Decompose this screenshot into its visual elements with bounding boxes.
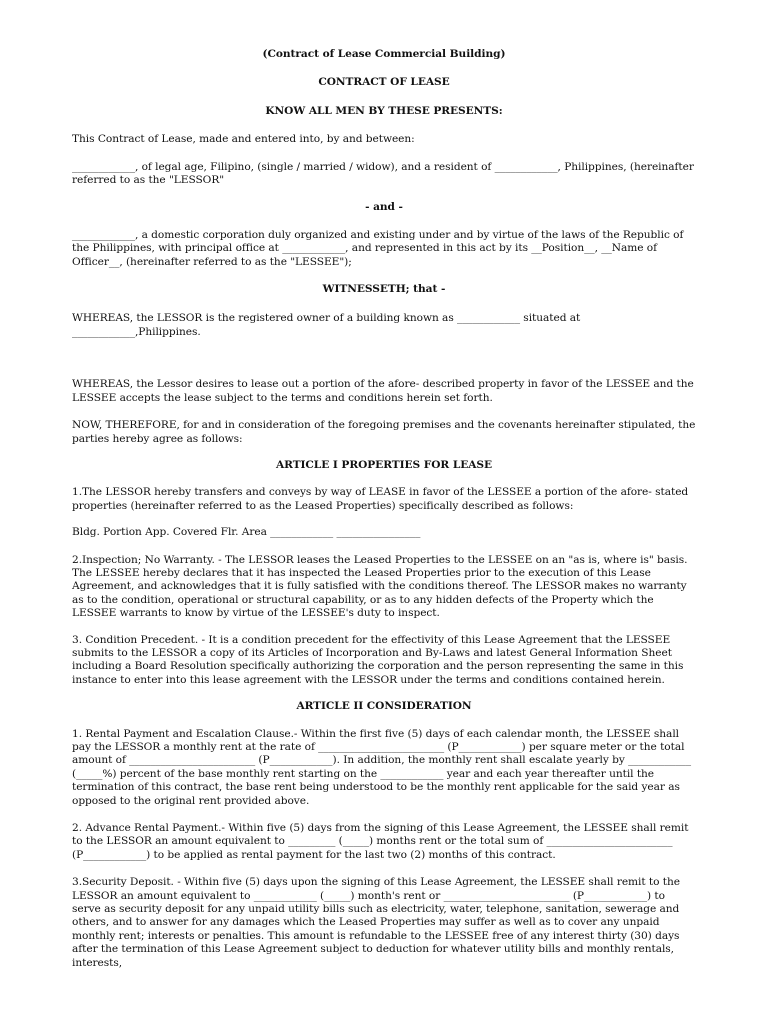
contract-title: CONTRACT OF LEASE <box>318 76 450 89</box>
and-separator: - and - <box>365 201 403 214</box>
lessee-paragraph: ____________, a domestic corporation duly organized and existing under and by virtue of the laws of the Republic of the Philippines, with principal office at ____________, and represented in this act by its __Position__, __Name of Officer__, (hereinafter referred to as the "LESSEE"); <box>72 228 684 268</box>
whereas-lease-paragraph: WHEREAS, the Lessor desires to lease out a portion of the afore- described property in favor of the LESSEE and the LESSEE accepts the lease subject to the terms and conditions herein set forth. <box>72 378 694 404</box>
article-2-heading: ARTICLE II CONSIDERATION <box>296 700 472 713</box>
intro-paragraph: This Contract of Lease, made and entered into, by and between: <box>72 133 415 146</box>
know-all-men-heading: KNOW ALL MEN BY THESE PRESENTS: <box>265 104 503 117</box>
now-therefore-paragraph: NOW, THEREFORE, for and in consideration of the foregoing premises and the covenants hereinafter stipulated, the parties hereby agree as follows: <box>72 419 696 445</box>
article-1-clause-1: 1.The LESSOR hereby transfers and conveys by way of LEASE in favor of the LESSEE a portion of the afore- stated properties (hereinafter referred to as the Leased Properties) specifically described as follows: <box>72 486 689 512</box>
contract-type-heading: (Contract of Lease Commercial Building) <box>262 48 506 60</box>
article-2-clause-1: 1. Rental Payment and Escalation Clause.- Within the first five (5) days of each calendar month, the LESSEE shall pay the LESSOR a monthly rent at the rate of ________________________ (P____________) per square meter or the total amount of ________________________ (P____________). In addition, the monthly rent shall escalate yearly by ____________ (_____%) percent of the base monthly rent starting on the ____________ year and each year thereafter until the termination of this contract, the base rent being understood to be the monthly rent applicable for the said year as opposed to the original rent provided above. <box>72 727 692 807</box>
witnesseth-heading: WITNESSETH; that - <box>322 283 446 296</box>
article-1-heading: ARTICLE I PROPERTIES FOR LEASE <box>275 458 493 471</box>
article-1-clause-3: 3. Condition Precedent. - It is a condition precedent for the effectivity of this Lease Agreement that the LESSEE submits to the LESSOR a copy of its Articles of Incorporation and By-Laws and latest General Information Sheet including a Board Resolution specifically authorizing the corporation and the person representing the same in this instance to enter into this lease agreement with the LESSOR under the terms and conditions contained herein. <box>72 633 684 686</box>
article-1-clause-2: 2.Inspection; No Warranty. - The LESSOR leases the Leased Properties to the LESSEE on an "as is, where is" basis. The LESSEE hereby declares that it has inspected the Leased Properties prior to the execution of this Lease Agreement, and acknowledges that it is fully satisfied with the conditions thereof. The LESSOR makes no warranty as to the condition, operational or structural capability, or as to any hidden defects of the Property which the LESSEE warrants to know by virtue of the LESSEE's duty to inspect. <box>72 553 688 620</box>
lessor-paragraph: ____________, of legal age, Filipino, (single / married / widow), and a resident of ____________, Philippines, (hereinafter referred to as the "LESSOR" <box>72 160 694 187</box>
article-2-clause-3: 3.Security Deposit. - Within five (5) days upon the signing of this Lease Agreement, the LESSEE shall remit to the LESSOR an amount equivalent to ____________ (_____) month's rent or ________________________ (P____________) to serve as security deposit for any unpaid utility bills such as electricity, water, telephone, sanitation, sewerage and others, and to answer for any damages which the Leased Properties may suffer as well as to cover any unpaid monthly rent; interests or penalties. This amount is refundable to the LESSEE free of any interest thirty (30) days after the termination of this Lease Agreement subject to deduction for whatever utility bills and monthly rentals, interests, <box>72 876 680 969</box>
article-2-clause-2: 2. Advance Rental Payment.- Within five (5) days from the signing of this Lease Agreement, the LESSEE shall remit to the LESSOR an amount equivalent to _________ (_____) months rent or the total sum of ________________________ (P____________) to be applied as rental payment for the last two (2) months of this contract. <box>72 822 689 861</box>
article-1-building-line: Bldg. Portion App. Covered Flr. Area ____________ ________________ <box>72 526 421 539</box>
whereas-owner-paragraph: WHEREAS, the LESSOR is the registered owner of a building known as ____________ situated at ____________,Philippines. <box>72 312 581 338</box>
